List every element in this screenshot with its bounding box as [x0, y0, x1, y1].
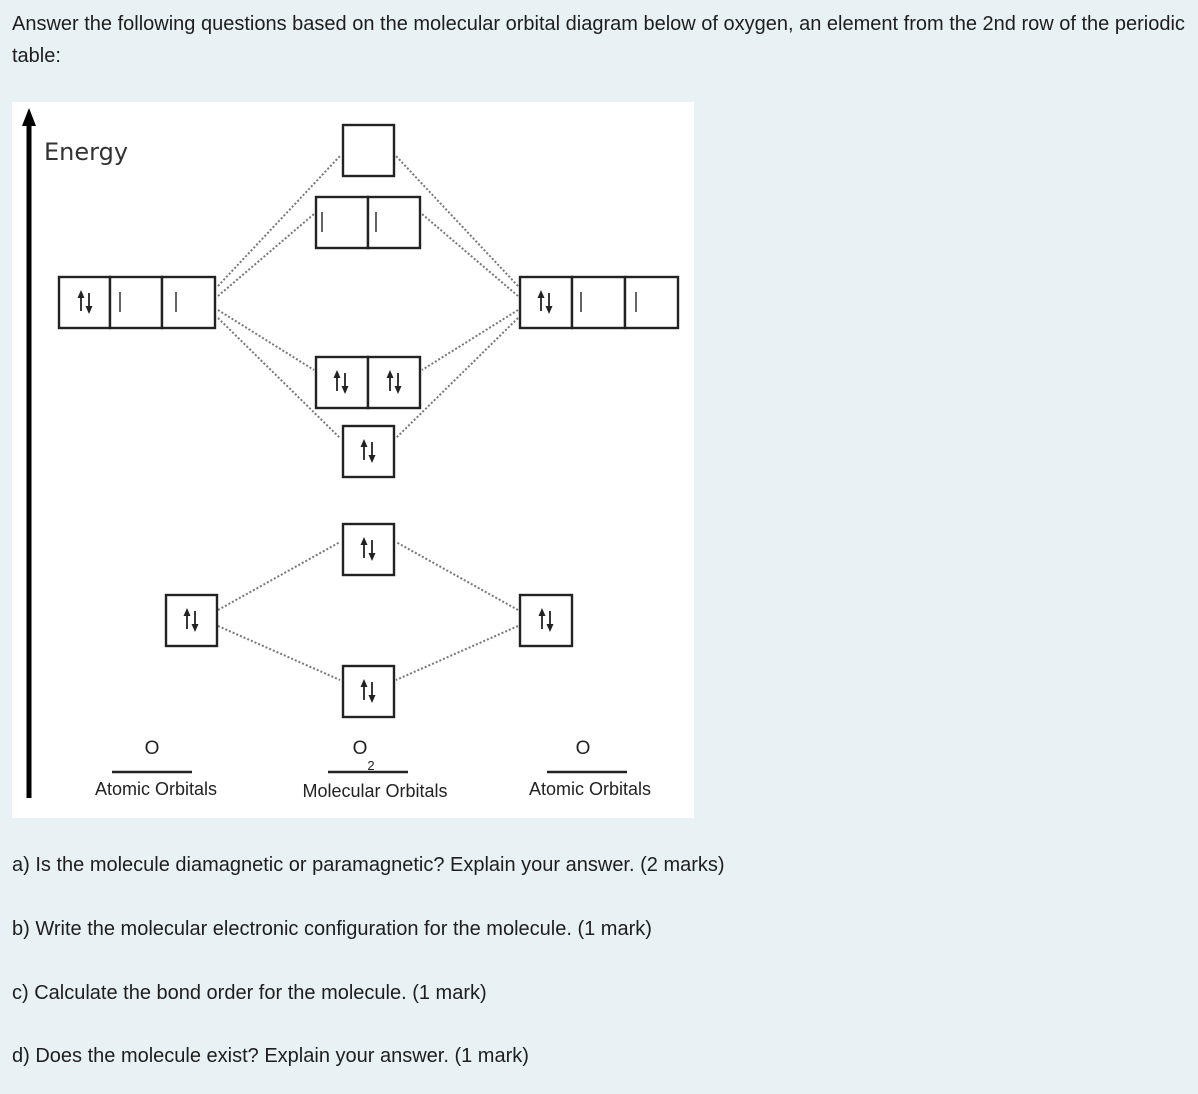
intro-text: Answer the following questions based on the molecular orbital diagram below of oxygen, an element from the 2nd row of the periodic table:: [12, 13, 1185, 67]
right-atom-symbol: O: [575, 738, 591, 759]
energy-axis-arrow-icon: [22, 108, 36, 126]
sigma-2s-orbital: [343, 666, 394, 717]
energy-label: Energy: [44, 138, 129, 166]
sigma-star-2s-orbital: [343, 524, 394, 575]
left-atom-caption: Atomic Orbitals: [94, 779, 218, 799]
left-atom-symbol: O: [144, 738, 160, 759]
question-d: d) Does the molecule exist? Explain your answer. (1 mark): [12, 1045, 529, 1067]
question-a: a) Is the molecule diamagnetic or paramagnetic? Explain your answer. (2 marks): [12, 854, 725, 876]
pi-star-2p-orbitals: [316, 197, 420, 248]
mo-diagram: [12, 102, 694, 818]
energy-axis: [22, 108, 36, 798]
pi-2p-orbitals: [316, 357, 420, 408]
molecule-subscript: 2: [367, 758, 375, 773]
question-b: b) Write the molecular electronic configuration for the molecule. (1 mark): [12, 918, 652, 940]
sigma-2p-orbital: [343, 426, 394, 477]
right-2s-orbital: [520, 595, 572, 646]
right-2p-orbitals: [520, 277, 678, 328]
sigma-star-2p-orbital: [343, 125, 394, 176]
left-2s-orbital: [166, 595, 217, 646]
left-2p-orbitals: [59, 277, 215, 328]
molecule-caption: Molecular Orbitals: [302, 781, 448, 801]
molecule-symbol: O: [352, 738, 368, 759]
right-atom-caption: Atomic Orbitals: [528, 779, 652, 799]
mo-diagram-svg: [12, 102, 694, 818]
question-c: c) Calculate the bond order for the molecule. (1 mark): [12, 982, 487, 1004]
